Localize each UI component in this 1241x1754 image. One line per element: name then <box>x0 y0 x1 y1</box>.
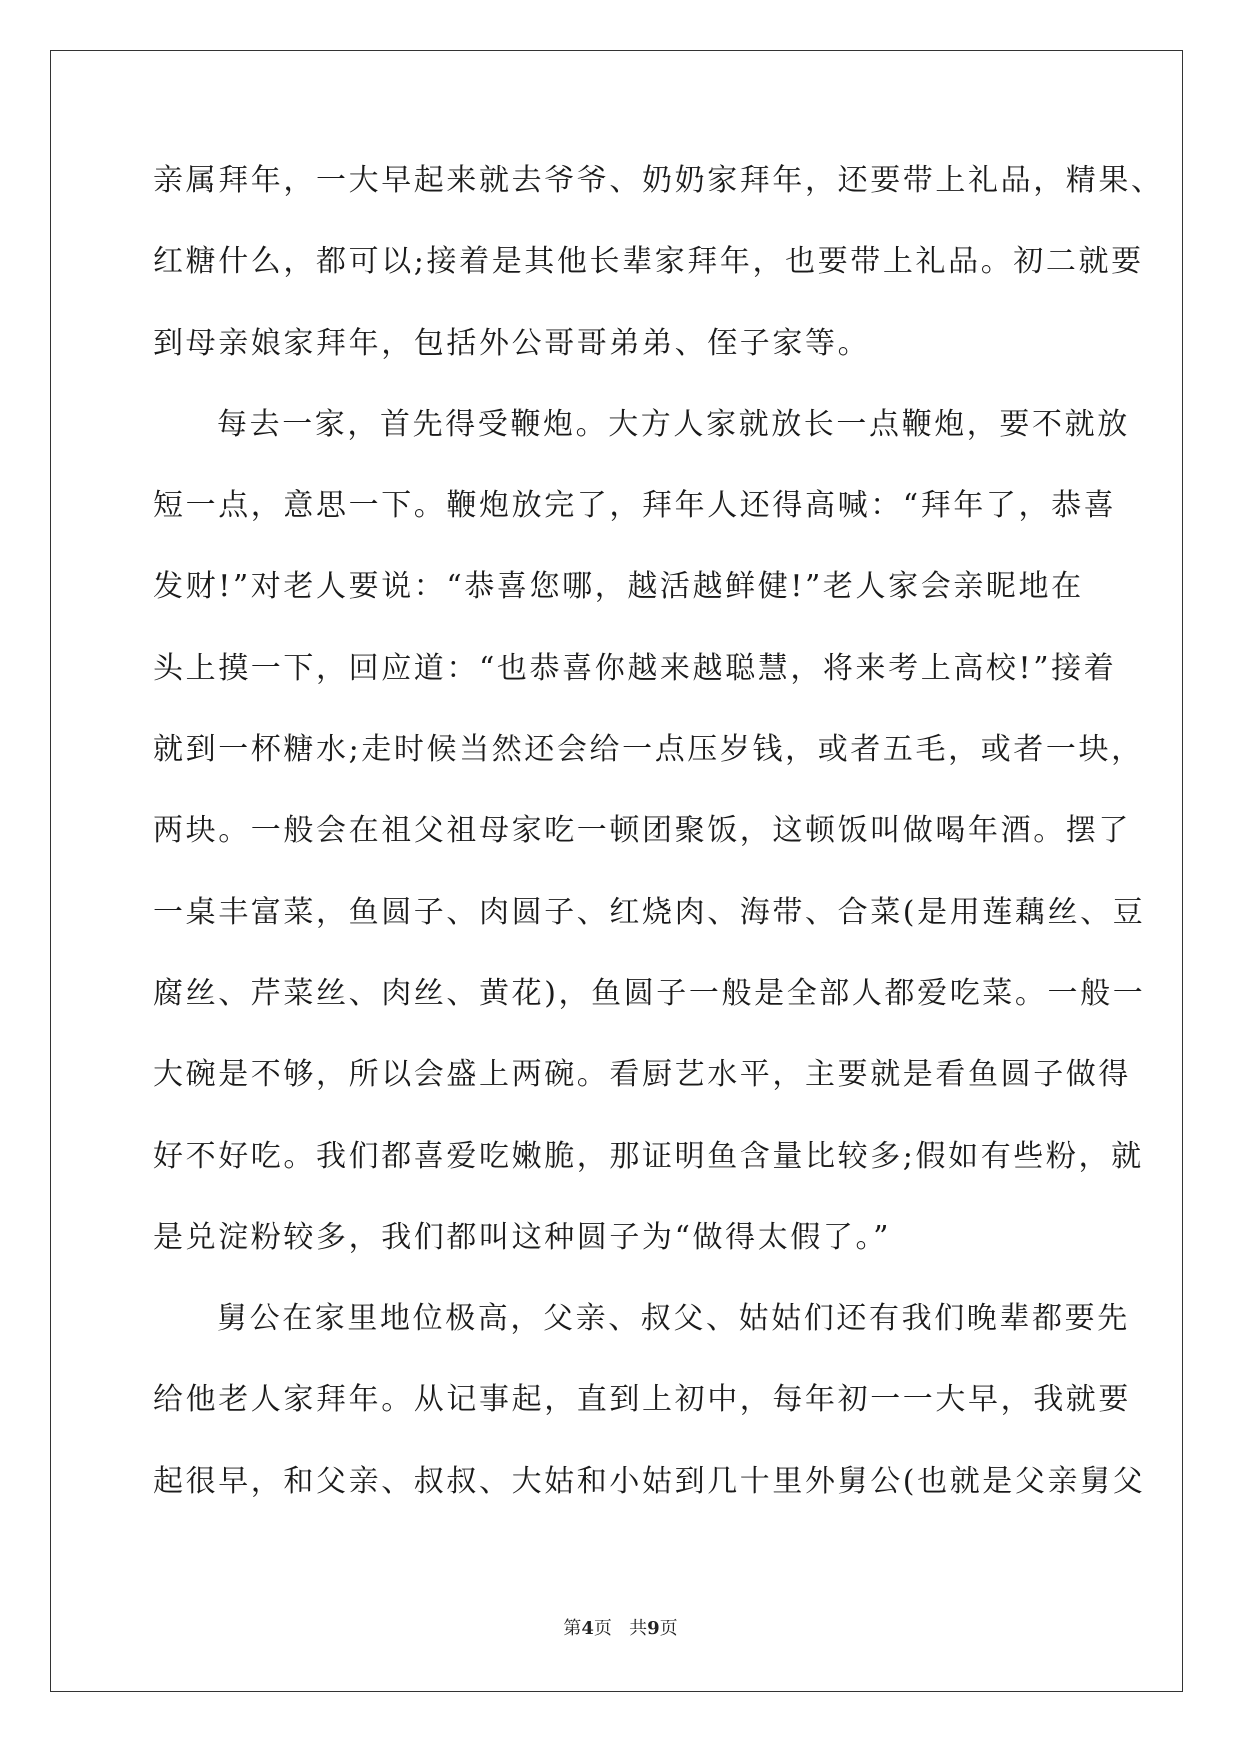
text-line: 大碗是不够，所以会盛上两碗。看厨艺水平，主要就是看鱼圆子做得 <box>153 1057 1131 1093</box>
total-page-number: 9 <box>647 1618 660 1639</box>
text-line: 红糖什么，都可以;接着是其他长辈家拜年，也要带上礼品。初二就要 <box>153 244 1144 280</box>
document-body <box>153 163 1164 1545</box>
page-unit: 页 <box>593 1618 612 1639</box>
text-line: 两块。一般会在祖父祖母家吃一顿团聚饭，这顿饭叫做喝年酒。摆了 <box>153 813 1131 849</box>
text-line: 起很早，和父亲、叔叔、大姑和小姑到几十里外舅公(也就是父亲舅父 <box>153 1463 1146 1499</box>
text-line: 是兑淀粉较多，我们都叫这种圆子为“做得太假了。” <box>153 1219 892 1255</box>
current-page-number: 4 <box>581 1618 594 1639</box>
page-number-footer <box>0 1614 1241 1640</box>
text-line: 发财!”对老人要说：“恭喜您哪，越活越鲜健!”老人家会亲昵地在 <box>153 569 1084 605</box>
text-line: 好不好吃。我们都喜爱吃嫩脆，那证明鱼含量比较多;假如有些粉，就 <box>153 1138 1144 1174</box>
text-line: 头上摸一下，回应道：“也恭喜你越来越聪慧，将来考上高校!”接着 <box>153 650 1117 686</box>
text-line: 给他老人家拜年。从记事起，直到上初中，每年初一一大早，我就要 <box>153 1382 1131 1418</box>
text-line: 就到一杯糖水;走时候当然还会给一点压岁钱，或者五毛，或者一块， <box>153 732 1144 768</box>
paragraph-start-line: 每去一家，首先得受鞭炮。大方人家就放长一点鞭炮，要不就放 <box>217 406 1130 442</box>
total-unit: 页 <box>659 1618 678 1639</box>
paragraph-start-line: 舅公在家里地位极高，父亲、叔父、姑姑们还有我们晚辈都要先 <box>217 1301 1130 1337</box>
text-line: 到母亲娘家拜年，包括外公哥哥弟弟、侄子家等。 <box>153 325 871 361</box>
text-line: 短一点，意思一下。鞭炮放完了，拜年人还得高喊：“拜年了，恭喜 <box>153 488 1117 524</box>
text-line: 亲属拜年，一大早起来就去爷爷、奶奶家拜年，还要带上礼品，精果、 <box>153 163 1164 198</box>
total-prefix: 共 <box>629 1618 648 1639</box>
text-line: 腐丝、芹菜丝、肉丝、黄花)，鱼圆子一般是全部人都爱吃菜。一般一 <box>153 975 1146 1011</box>
page-prefix: 第 <box>563 1618 582 1639</box>
text-line: 一桌丰富菜，鱼圆子、肉圆子、红烧肉、海带、合菜(是用莲藕丝、豆 <box>153 894 1146 930</box>
